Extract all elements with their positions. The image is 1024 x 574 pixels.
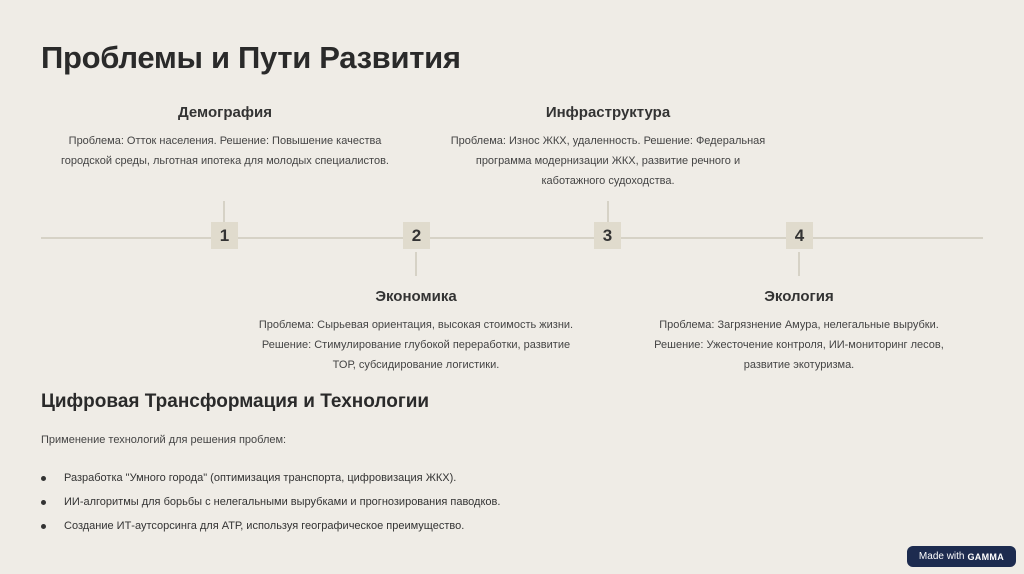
badge-prefix: Made with	[918, 551, 965, 562]
card-heading: Экономика	[375, 288, 457, 305]
timeline-tick-4	[798, 252, 800, 276]
timeline-card-demography	[55, 104, 395, 171]
section-intro: Применение технологий для решения проблем:	[41, 434, 287, 446]
page-title: Проблемы и Пути Развития	[41, 40, 461, 75]
timeline-card-economy	[244, 288, 588, 375]
card-text: Проблема: Сырьевая ориентация, высокая стоимость жизни. Решение: Стимулирование глубокой переработки, развитие ТОР, субсидирование логистики.	[258, 319, 574, 371]
card-heading: Демография	[178, 104, 272, 121]
bullet-icon	[41, 500, 46, 505]
list-item	[41, 514, 500, 538]
timeline-card-infrastructure	[437, 104, 779, 191]
card-heading: Экология	[764, 288, 834, 305]
list-item-text: Создание ИТ-аутсорсинга для АТР, используя географическое преимущество.	[64, 520, 465, 532]
list-item-text: ИИ-алгоритмы для борьбы с нелегальными вырубками и прогнозирования паводков.	[64, 496, 501, 508]
bullet-icon	[41, 524, 46, 529]
list-item-text: Разработка "Умного города" (оптимизация транспорта, цифровизация ЖКХ).	[64, 472, 457, 484]
bullet-list	[41, 466, 500, 538]
bullet-icon	[41, 476, 46, 481]
made-with-gamma-badge[interactable]	[907, 546, 1016, 567]
card-text: Проблема: Загрязнение Амура, нелегальные вырубки. Решение: Ужесточение контроля, ИИ-мониторинг лесов, развитие экотуризма.	[654, 319, 944, 371]
timeline-marker-4: 4	[786, 222, 813, 249]
card-text: Проблема: Износ ЖКХ, удаленность. Решение: Федеральная программа модернизации ЖКХ, развитие речного и каботажного судоходства.	[450, 135, 766, 187]
section-heading: Цифровая Трансформация и Технологии	[41, 391, 430, 412]
timeline-axis	[41, 237, 983, 239]
timeline-marker-3: 3	[594, 222, 621, 249]
list-item	[41, 490, 500, 514]
list-item	[41, 466, 500, 490]
timeline-card-ecology	[627, 288, 971, 375]
card-heading: Инфраструктура	[545, 104, 671, 121]
timeline-marker-2: 2	[403, 222, 430, 249]
card-text: Проблема: Отток населения. Решение: Повышение качества городской среды, льготная ипотека для молодых специалистов.	[61, 135, 389, 167]
timeline-tick-2	[415, 252, 417, 276]
gamma-logo: GAMMA	[967, 551, 1004, 562]
timeline-marker-1: 1	[211, 222, 238, 249]
